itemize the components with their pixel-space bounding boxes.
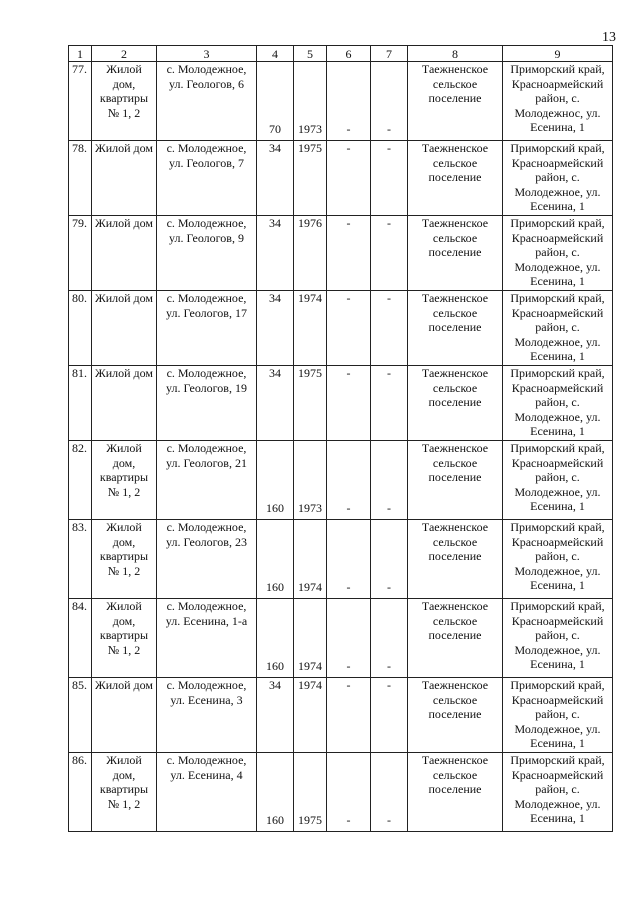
address-cell: с. Молодежное, ул. Геологов, 6 — [157, 62, 257, 141]
address-cell: с. Молодежное, ул. Есенина, 3 — [157, 678, 257, 753]
table-body — [69, 46, 613, 832]
col6-cell: - — [327, 366, 371, 441]
address-cell: с. Молодежное, ул. Геологов, 19 — [157, 366, 257, 441]
year-cell: 1973 — [294, 62, 327, 141]
table-row — [69, 366, 613, 441]
table-row — [69, 141, 613, 216]
area-cell: 160 — [257, 441, 294, 520]
year-cell: 1974 — [294, 599, 327, 678]
col6-cell: - — [327, 753, 371, 832]
table-row — [69, 441, 613, 520]
object-type-cell: Жилой дом — [92, 291, 157, 366]
col7-cell: - — [371, 678, 408, 753]
year-cell: 1975 — [294, 366, 327, 441]
col7-cell: - — [371, 753, 408, 832]
row-number-cell: 81. — [69, 366, 92, 441]
col6-cell: - — [327, 216, 371, 291]
area-cell: 160 — [257, 599, 294, 678]
row-number-cell: 83. — [69, 520, 92, 599]
property-table — [68, 45, 613, 832]
col7-cell: - — [371, 291, 408, 366]
address-cell: с. Молодежное, ул. Геологов, 17 — [157, 291, 257, 366]
header-cell: 5 — [294, 46, 327, 62]
owner-cell: Таежненское сельское поселение — [408, 441, 503, 520]
col7-cell: - — [371, 441, 408, 520]
row-number-cell: 84. — [69, 599, 92, 678]
year-cell: 1976 — [294, 216, 327, 291]
object-type-cell: Жилой дом — [92, 678, 157, 753]
table-row — [69, 216, 613, 291]
object-type-cell: Жилой дом, квартиры № 1, 2 — [92, 599, 157, 678]
col6-cell: - — [327, 678, 371, 753]
row-number-cell: 80. — [69, 291, 92, 366]
area-cell: 160 — [257, 520, 294, 599]
row-number-cell: 86. — [69, 753, 92, 832]
object-type-cell: Жилой дом — [92, 141, 157, 216]
row-number-cell: 78. — [69, 141, 92, 216]
header-cell: 1 — [69, 46, 92, 62]
address-cell: с. Молодежное, ул. Геологов, 23 — [157, 520, 257, 599]
area-cell: 34 — [257, 216, 294, 291]
area-cell: 34 — [257, 291, 294, 366]
col6-cell: - — [327, 441, 371, 520]
owner-cell: Таежненское сельское поселение — [408, 678, 503, 753]
location-cell: Приморский край, Красноармейский район, с. Молодежное, ул. Есенина, 1 — [503, 599, 613, 678]
table-row — [69, 599, 613, 678]
table-row — [69, 62, 613, 141]
location-cell: Приморский край, Красноармейский район, с. Молодежное, ул. Есенина, 1 — [503, 216, 613, 291]
address-cell: с. Молодежное, ул. Геологов, 21 — [157, 441, 257, 520]
header-cell: 7 — [371, 46, 408, 62]
year-cell: 1974 — [294, 678, 327, 753]
object-type-cell: Жилой дом, квартиры № 1, 2 — [92, 62, 157, 141]
location-cell: Приморский край, Красноармейский район, с. Молодежное, ул. Есенина, 1 — [503, 678, 613, 753]
col7-cell: - — [371, 62, 408, 141]
object-type-cell: Жилой дом, квартиры № 1, 2 — [92, 753, 157, 832]
owner-cell: Таежненское сельское поселение — [408, 753, 503, 832]
table-row — [69, 291, 613, 366]
table-row — [69, 520, 613, 599]
owner-cell: Таежненское сельское поселение — [408, 216, 503, 291]
header-cell: 8 — [408, 46, 503, 62]
address-cell: с. Молодежное, ул. Геологов, 7 — [157, 141, 257, 216]
owner-cell: Таежненское сельское поселение — [408, 599, 503, 678]
year-cell: 1975 — [294, 753, 327, 832]
table-row — [69, 753, 613, 832]
header-cell: 4 — [257, 46, 294, 62]
col7-cell: - — [371, 520, 408, 599]
location-cell: Приморский край, Красноармейский район, с. Молодежное, ул. Есенина, 1 — [503, 291, 613, 366]
owner-cell: Таежненское сельское поселение — [408, 141, 503, 216]
object-type-cell: Жилой дом — [92, 366, 157, 441]
table-row — [69, 678, 613, 753]
col6-cell: - — [327, 291, 371, 366]
col7-cell: - — [371, 216, 408, 291]
row-number-cell: 77. — [69, 62, 92, 141]
location-cell: Приморский край, Красноармейский район, с. Молодежное, ул. Есенина, 1 — [503, 141, 613, 216]
owner-cell: Таежненское сельское поселение — [408, 62, 503, 141]
header-cell: 3 — [157, 46, 257, 62]
address-cell: с. Молодежное, ул. Геологов, 9 — [157, 216, 257, 291]
area-cell: 34 — [257, 141, 294, 216]
col7-cell: - — [371, 599, 408, 678]
area-cell: 34 — [257, 366, 294, 441]
location-cell: Приморский край, Красноармейский район, с. Молодежное, ул. Есенина, 1 — [503, 520, 613, 599]
address-cell: с. Молодежное, ул. Есенина, 1-а — [157, 599, 257, 678]
col6-cell: - — [327, 599, 371, 678]
area-cell: 70 — [257, 62, 294, 141]
owner-cell: Таежненское сельское поселение — [408, 291, 503, 366]
year-cell: 1974 — [294, 520, 327, 599]
header-cell: 9 — [503, 46, 613, 62]
header-cell: 6 — [327, 46, 371, 62]
area-cell: 34 — [257, 678, 294, 753]
col6-cell: - — [327, 520, 371, 599]
row-number-cell: 85. — [69, 678, 92, 753]
year-cell: 1974 — [294, 291, 327, 366]
location-cell: Приморский край, Красноармейский район, с. Молодежнос, ул. Есенина, 1 — [503, 62, 613, 141]
col6-cell: - — [327, 62, 371, 141]
owner-cell: Таежненское сельское поселение — [408, 366, 503, 441]
col7-cell: - — [371, 366, 408, 441]
header-cell: 2 — [92, 46, 157, 62]
owner-cell: Таежненское сельское поселение — [408, 520, 503, 599]
year-cell: 1973 — [294, 441, 327, 520]
address-cell: с. Молодежное, ул. Есенина, 4 — [157, 753, 257, 832]
location-cell: Приморский край, Красноармейский район, с. Молодежное, ул. Есенина, 1 — [503, 366, 613, 441]
row-number-cell: 79. — [69, 216, 92, 291]
row-number-cell: 82. — [69, 441, 92, 520]
object-type-cell: Жилой дом — [92, 216, 157, 291]
header-row — [69, 46, 613, 62]
year-cell: 1975 — [294, 141, 327, 216]
location-cell: Приморский край, Красноармейский район, с. Молодежное, ул. Есенина, 1 — [503, 441, 613, 520]
object-type-cell: Жилой дом, квартиры № 1, 2 — [92, 520, 157, 599]
page-number: 13 — [602, 30, 616, 45]
location-cell: Приморский край, Красноармейский район, с. Молодежное, ул. Есенина, 1 — [503, 753, 613, 832]
col6-cell: - — [327, 141, 371, 216]
object-type-cell: Жилой дом, квартиры № 1, 2 — [92, 441, 157, 520]
col7-cell: - — [371, 141, 408, 216]
area-cell: 160 — [257, 753, 294, 832]
